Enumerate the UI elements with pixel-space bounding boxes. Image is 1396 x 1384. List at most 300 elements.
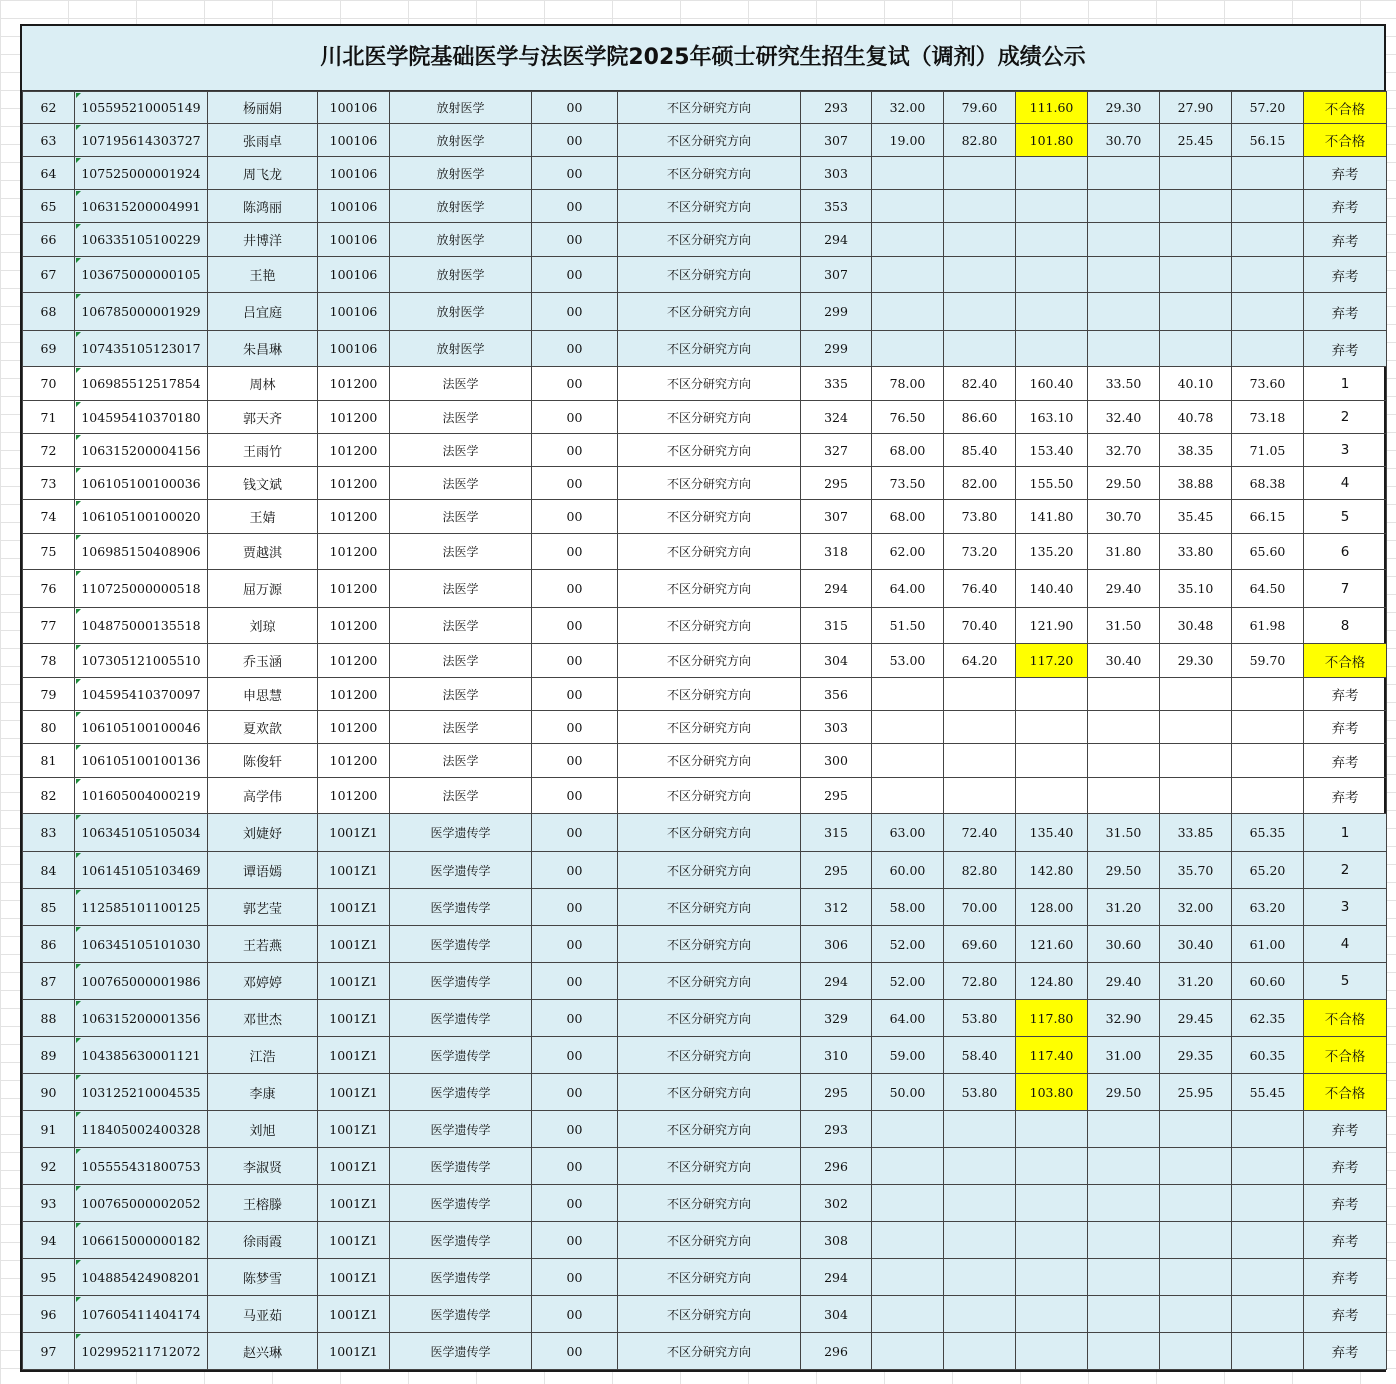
total-score-cell	[1232, 1296, 1304, 1333]
score-3-cell: 153.40	[1016, 434, 1088, 467]
result-cell: 弃考	[1304, 1111, 1387, 1148]
table-row	[23, 1222, 1387, 1259]
score-2-cell	[944, 1111, 1016, 1148]
candidate-name-cell: 陈鸿丽	[208, 190, 318, 223]
prelim-score-cell: 307	[801, 500, 872, 534]
table-row	[23, 711, 1387, 744]
major-code-cell: 1001Z1	[318, 963, 390, 1000]
score-4-cell: 31.00	[1088, 1037, 1160, 1074]
exam-id-cell: 107525000001924	[75, 157, 208, 190]
total-score-cell	[1232, 190, 1304, 223]
table-row	[23, 434, 1387, 467]
score-5-cell	[1160, 1259, 1232, 1296]
major-name-cell: 医学遗传学	[390, 814, 532, 852]
score-5-cell	[1160, 1111, 1232, 1148]
score-1-cell: 58.00	[872, 889, 944, 926]
exam-id-cell: 104595410370097	[75, 678, 208, 711]
prelim-score-cell: 294	[801, 570, 872, 608]
score-2-cell: 76.40	[944, 570, 1016, 608]
result-cell: 3	[1304, 434, 1387, 467]
direction-code-cell: 00	[532, 367, 618, 401]
direction-code-cell: 00	[532, 1037, 618, 1074]
direction-code-cell: 00	[532, 401, 618, 434]
major-code-cell: 101200	[318, 570, 390, 608]
exam-id-cell: 105595210005149	[75, 92, 208, 124]
score-1-cell	[872, 1222, 944, 1259]
total-score-cell: 68.38	[1232, 467, 1304, 500]
row-number-cell: 82	[23, 778, 75, 814]
exam-id-cell: 107195614303727	[75, 124, 208, 157]
score-5-cell: 30.40	[1160, 926, 1232, 963]
total-score-cell	[1232, 1111, 1304, 1148]
major-name-cell: 医学遗传学	[390, 1333, 532, 1370]
row-number-cell: 67	[23, 257, 75, 293]
score-1-cell: 68.00	[872, 434, 944, 467]
score-3-cell: 140.40	[1016, 570, 1088, 608]
score-4-cell: 30.60	[1088, 926, 1160, 963]
score-3-cell	[1016, 1222, 1088, 1259]
result-cell: 不合格	[1304, 644, 1387, 678]
prelim-score-cell: 293	[801, 1111, 872, 1148]
score-3-cell: 121.90	[1016, 608, 1088, 644]
result-cell: 1	[1304, 367, 1387, 401]
candidate-name-cell: 周林	[208, 367, 318, 401]
score-2-cell: 85.40	[944, 434, 1016, 467]
result-cell: 弃考	[1304, 257, 1387, 293]
major-name-cell: 医学遗传学	[390, 963, 532, 1000]
exam-id-cell: 104875000135518	[75, 608, 208, 644]
score-4-cell: 30.70	[1088, 124, 1160, 157]
candidate-name-cell: 李康	[208, 1074, 318, 1111]
direction-code-cell: 00	[532, 1333, 618, 1370]
score-3-cell	[1016, 293, 1088, 331]
score-1-cell	[872, 157, 944, 190]
score-2-cell: 82.00	[944, 467, 1016, 500]
table-row	[23, 124, 1387, 157]
candidate-name-cell: 王婧	[208, 500, 318, 534]
table-row	[23, 190, 1387, 223]
total-score-cell	[1232, 1185, 1304, 1222]
direction-code-cell: 00	[532, 434, 618, 467]
results-table	[22, 91, 1387, 1370]
major-name-cell: 法医学	[390, 500, 532, 534]
result-cell: 弃考	[1304, 293, 1387, 331]
total-score-cell: 73.60	[1232, 367, 1304, 401]
score-4-cell: 29.40	[1088, 570, 1160, 608]
total-score-cell	[1232, 744, 1304, 778]
major-name-cell: 医学遗传学	[390, 1222, 532, 1259]
direction-name-cell: 不区分研究方向	[618, 1333, 801, 1370]
direction-code-cell: 00	[532, 92, 618, 124]
prelim-score-cell: 315	[801, 608, 872, 644]
direction-code-cell: 00	[532, 1074, 618, 1111]
prelim-score-cell: 295	[801, 467, 872, 500]
major-name-cell: 放射医学	[390, 257, 532, 293]
result-cell: 弃考	[1304, 223, 1387, 257]
score-5-cell: 27.90	[1160, 92, 1232, 124]
candidate-name-cell: 申思慧	[208, 678, 318, 711]
row-number-cell: 94	[23, 1222, 75, 1259]
candidate-name-cell: 朱昌琳	[208, 331, 318, 367]
score-1-cell: 76.50	[872, 401, 944, 434]
exam-id-cell: 104385630001121	[75, 1037, 208, 1074]
total-score-cell: 63.20	[1232, 889, 1304, 926]
direction-code-cell: 00	[532, 926, 618, 963]
score-1-cell	[872, 1185, 944, 1222]
row-number-cell: 91	[23, 1111, 75, 1148]
candidate-name-cell: 王雨竹	[208, 434, 318, 467]
score-1-cell: 50.00	[872, 1074, 944, 1111]
score-5-cell: 35.70	[1160, 852, 1232, 889]
prelim-score-cell: 306	[801, 926, 872, 963]
direction-code-cell: 00	[532, 678, 618, 711]
candidate-name-cell: 谭语嫣	[208, 852, 318, 889]
score-4-cell: 29.30	[1088, 92, 1160, 124]
table-row	[23, 367, 1387, 401]
score-4-cell: 32.90	[1088, 1000, 1160, 1037]
score-1-cell	[872, 1296, 944, 1333]
row-number-cell: 83	[23, 814, 75, 852]
exam-id-cell: 106105100100020	[75, 500, 208, 534]
score-1-cell: 68.00	[872, 500, 944, 534]
score-5-cell	[1160, 1296, 1232, 1333]
row-number-cell: 89	[23, 1037, 75, 1074]
result-cell: 不合格	[1304, 1037, 1387, 1074]
score-4-cell: 33.50	[1088, 367, 1160, 401]
score-5-cell: 29.45	[1160, 1000, 1232, 1037]
score-3-cell	[1016, 157, 1088, 190]
score-3-cell	[1016, 257, 1088, 293]
direction-name-cell: 不区分研究方向	[618, 467, 801, 500]
score-4-cell: 30.70	[1088, 500, 1160, 534]
score-5-cell	[1160, 744, 1232, 778]
table-row	[23, 257, 1387, 293]
prelim-score-cell: 353	[801, 190, 872, 223]
direction-name-cell: 不区分研究方向	[618, 1111, 801, 1148]
score-4-cell	[1088, 293, 1160, 331]
direction-name-cell: 不区分研究方向	[618, 331, 801, 367]
prelim-score-cell: 303	[801, 711, 872, 744]
score-3-cell	[1016, 1259, 1088, 1296]
score-4-cell: 32.40	[1088, 401, 1160, 434]
exam-id-cell: 106315200004991	[75, 190, 208, 223]
score-1-cell: 59.00	[872, 1037, 944, 1074]
direction-name-cell: 不区分研究方向	[618, 1074, 801, 1111]
major-name-cell: 放射医学	[390, 190, 532, 223]
result-cell: 弃考	[1304, 190, 1387, 223]
total-score-cell: 65.35	[1232, 814, 1304, 852]
result-cell: 5	[1304, 963, 1387, 1000]
major-name-cell: 法医学	[390, 744, 532, 778]
score-5-cell	[1160, 190, 1232, 223]
prelim-score-cell: 293	[801, 92, 872, 124]
exam-id-cell: 106345105105034	[75, 814, 208, 852]
score-1-cell: 52.00	[872, 963, 944, 1000]
direction-name-cell: 不区分研究方向	[618, 92, 801, 124]
score-5-cell	[1160, 331, 1232, 367]
candidate-name-cell: 陈梦雪	[208, 1259, 318, 1296]
prelim-score-cell: 324	[801, 401, 872, 434]
direction-code-cell: 00	[532, 889, 618, 926]
major-name-cell: 医学遗传学	[390, 1148, 532, 1185]
direction-name-cell: 不区分研究方向	[618, 1259, 801, 1296]
score-2-cell: 82.80	[944, 124, 1016, 157]
table-row	[23, 678, 1387, 711]
score-1-cell: 64.00	[872, 1000, 944, 1037]
score-2-cell: 73.80	[944, 500, 1016, 534]
candidate-name-cell: 刘婕妤	[208, 814, 318, 852]
score-1-cell	[872, 190, 944, 223]
score-1-cell	[872, 711, 944, 744]
table-row	[23, 926, 1387, 963]
row-number-cell: 95	[23, 1259, 75, 1296]
direction-name-cell: 不区分研究方向	[618, 963, 801, 1000]
direction-code-cell: 00	[532, 190, 618, 223]
row-number-cell: 96	[23, 1296, 75, 1333]
row-number-cell: 73	[23, 467, 75, 500]
score-3-cell: 117.80	[1016, 1000, 1088, 1037]
table-row	[23, 293, 1387, 331]
major-name-cell: 医学遗传学	[390, 926, 532, 963]
result-cell: 弃考	[1304, 711, 1387, 744]
score-3-cell: 111.60	[1016, 92, 1088, 124]
result-cell: 不合格	[1304, 1074, 1387, 1111]
major-code-cell: 101200	[318, 434, 390, 467]
major-name-cell: 放射医学	[390, 223, 532, 257]
exam-id-cell: 110725000000518	[75, 570, 208, 608]
exam-id-cell: 104595410370180	[75, 401, 208, 434]
major-code-cell: 101200	[318, 500, 390, 534]
table-row	[23, 1296, 1387, 1333]
score-2-cell: 53.80	[944, 1000, 1016, 1037]
score-4-cell	[1088, 678, 1160, 711]
direction-name-cell: 不区分研究方向	[618, 124, 801, 157]
score-4-cell	[1088, 331, 1160, 367]
candidate-name-cell: 吕宜庭	[208, 293, 318, 331]
score-4-cell: 31.50	[1088, 608, 1160, 644]
score-1-cell: 51.50	[872, 608, 944, 644]
table-row	[23, 1333, 1387, 1370]
major-code-cell: 101200	[318, 608, 390, 644]
major-code-cell: 100106	[318, 124, 390, 157]
score-5-cell	[1160, 1222, 1232, 1259]
major-code-cell: 101200	[318, 678, 390, 711]
total-score-cell: 60.35	[1232, 1037, 1304, 1074]
result-cell: 弃考	[1304, 1259, 1387, 1296]
row-number-cell: 63	[23, 124, 75, 157]
prelim-score-cell: 302	[801, 1185, 872, 1222]
total-score-cell: 62.35	[1232, 1000, 1304, 1037]
row-number-cell: 77	[23, 608, 75, 644]
row-number-cell: 81	[23, 744, 75, 778]
row-number-cell: 74	[23, 500, 75, 534]
prelim-score-cell: 308	[801, 1222, 872, 1259]
result-cell: 弃考	[1304, 1148, 1387, 1185]
row-number-cell: 75	[23, 534, 75, 570]
table-row	[23, 500, 1387, 534]
row-number-cell: 76	[23, 570, 75, 608]
major-code-cell: 1001Z1	[318, 1222, 390, 1259]
candidate-name-cell: 王艳	[208, 257, 318, 293]
candidate-name-cell: 周飞龙	[208, 157, 318, 190]
score-1-cell: 32.00	[872, 92, 944, 124]
score-2-cell: 69.60	[944, 926, 1016, 963]
row-number-cell: 65	[23, 190, 75, 223]
score-3-cell: 124.80	[1016, 963, 1088, 1000]
result-cell: 弃考	[1304, 1222, 1387, 1259]
score-1-cell	[872, 1333, 944, 1370]
total-score-cell	[1232, 157, 1304, 190]
candidate-name-cell: 屈万源	[208, 570, 318, 608]
score-4-cell	[1088, 744, 1160, 778]
exam-id-cell: 100765000002052	[75, 1185, 208, 1222]
direction-name-cell: 不区分研究方向	[618, 1037, 801, 1074]
table-row	[23, 778, 1387, 814]
major-name-cell: 医学遗传学	[390, 1074, 532, 1111]
score-2-cell	[944, 678, 1016, 711]
table-row	[23, 1000, 1387, 1037]
direction-code-cell: 00	[532, 293, 618, 331]
candidate-name-cell: 陈俊轩	[208, 744, 318, 778]
major-name-cell: 法医学	[390, 570, 532, 608]
score-sheet	[20, 24, 1386, 1372]
result-cell: 不合格	[1304, 124, 1387, 157]
score-3-cell: 135.20	[1016, 534, 1088, 570]
direction-code-cell: 00	[532, 1185, 618, 1222]
major-code-cell: 101200	[318, 467, 390, 500]
score-5-cell: 38.88	[1160, 467, 1232, 500]
result-cell: 3	[1304, 889, 1387, 926]
score-5-cell: 31.20	[1160, 963, 1232, 1000]
table-row	[23, 814, 1387, 852]
candidate-name-cell: 夏欢歆	[208, 711, 318, 744]
row-number-cell: 92	[23, 1148, 75, 1185]
direction-code-cell: 00	[532, 1000, 618, 1037]
table-row	[23, 92, 1387, 124]
prelim-score-cell: 300	[801, 744, 872, 778]
score-4-cell	[1088, 778, 1160, 814]
score-1-cell: 60.00	[872, 852, 944, 889]
score-5-cell: 25.95	[1160, 1074, 1232, 1111]
exam-id-cell: 106985150408906	[75, 534, 208, 570]
major-code-cell: 1001Z1	[318, 1333, 390, 1370]
direction-code-cell: 00	[532, 500, 618, 534]
major-code-cell: 1001Z1	[318, 1296, 390, 1333]
result-cell: 7	[1304, 570, 1387, 608]
score-1-cell: 52.00	[872, 926, 944, 963]
major-name-cell: 法医学	[390, 608, 532, 644]
score-5-cell: 32.00	[1160, 889, 1232, 926]
major-name-cell: 放射医学	[390, 157, 532, 190]
score-1-cell: 62.00	[872, 534, 944, 570]
total-score-cell	[1232, 711, 1304, 744]
table-row	[23, 1259, 1387, 1296]
table-row	[23, 608, 1387, 644]
direction-code-cell: 00	[532, 644, 618, 678]
major-code-cell: 101200	[318, 367, 390, 401]
score-3-cell	[1016, 1148, 1088, 1185]
major-name-cell: 法医学	[390, 401, 532, 434]
score-4-cell: 29.50	[1088, 467, 1160, 500]
row-number-cell: 72	[23, 434, 75, 467]
direction-code-cell: 00	[532, 814, 618, 852]
direction-code-cell: 00	[532, 1111, 618, 1148]
score-5-cell: 33.85	[1160, 814, 1232, 852]
score-2-cell: 64.20	[944, 644, 1016, 678]
total-score-cell	[1232, 1333, 1304, 1370]
score-2-cell	[944, 778, 1016, 814]
direction-name-cell: 不区分研究方向	[618, 500, 801, 534]
score-3-cell	[1016, 678, 1088, 711]
direction-code-cell: 00	[532, 1296, 618, 1333]
table-row	[23, 157, 1387, 190]
score-5-cell	[1160, 293, 1232, 331]
score-2-cell: 53.80	[944, 1074, 1016, 1111]
major-name-cell: 法医学	[390, 778, 532, 814]
result-cell: 弃考	[1304, 1185, 1387, 1222]
score-2-cell	[944, 744, 1016, 778]
score-5-cell	[1160, 223, 1232, 257]
major-code-cell: 1001Z1	[318, 926, 390, 963]
score-5-cell: 29.35	[1160, 1037, 1232, 1074]
score-3-cell	[1016, 1296, 1088, 1333]
direction-name-cell: 不区分研究方向	[618, 293, 801, 331]
score-5-cell	[1160, 1148, 1232, 1185]
prelim-score-cell: 307	[801, 257, 872, 293]
score-2-cell	[944, 157, 1016, 190]
prelim-score-cell: 356	[801, 678, 872, 711]
score-4-cell: 30.40	[1088, 644, 1160, 678]
direction-name-cell: 不区分研究方向	[618, 1148, 801, 1185]
total-score-cell: 66.15	[1232, 500, 1304, 534]
result-cell: 6	[1304, 534, 1387, 570]
exam-id-cell: 112585101100125	[75, 889, 208, 926]
score-3-cell: 117.20	[1016, 644, 1088, 678]
major-code-cell: 1001Z1	[318, 889, 390, 926]
direction-name-cell: 不区分研究方向	[618, 889, 801, 926]
score-2-cell	[944, 1333, 1016, 1370]
major-name-cell: 法医学	[390, 467, 532, 500]
exam-id-cell: 100765000001986	[75, 963, 208, 1000]
exam-id-cell: 106145105103469	[75, 852, 208, 889]
major-name-cell: 放射医学	[390, 92, 532, 124]
major-name-cell: 法医学	[390, 711, 532, 744]
major-code-cell: 1001Z1	[318, 814, 390, 852]
direction-name-cell: 不区分研究方向	[618, 367, 801, 401]
total-score-cell: 55.45	[1232, 1074, 1304, 1111]
total-score-cell: 61.98	[1232, 608, 1304, 644]
total-score-cell: 65.60	[1232, 534, 1304, 570]
score-4-cell	[1088, 1148, 1160, 1185]
major-name-cell: 法医学	[390, 644, 532, 678]
direction-name-cell: 不区分研究方向	[618, 644, 801, 678]
score-5-cell: 25.45	[1160, 124, 1232, 157]
score-5-cell	[1160, 157, 1232, 190]
major-name-cell: 医学遗传学	[390, 889, 532, 926]
direction-name-cell: 不区分研究方向	[618, 1296, 801, 1333]
total-score-cell: 73.18	[1232, 401, 1304, 434]
total-score-cell	[1232, 257, 1304, 293]
score-1-cell	[872, 778, 944, 814]
score-4-cell	[1088, 223, 1160, 257]
exam-id-cell: 106105100100136	[75, 744, 208, 778]
score-2-cell	[944, 1185, 1016, 1222]
major-code-cell: 101200	[318, 778, 390, 814]
score-1-cell: 78.00	[872, 367, 944, 401]
major-code-cell: 100106	[318, 223, 390, 257]
table-row	[23, 1074, 1387, 1111]
direction-name-cell: 不区分研究方向	[618, 608, 801, 644]
